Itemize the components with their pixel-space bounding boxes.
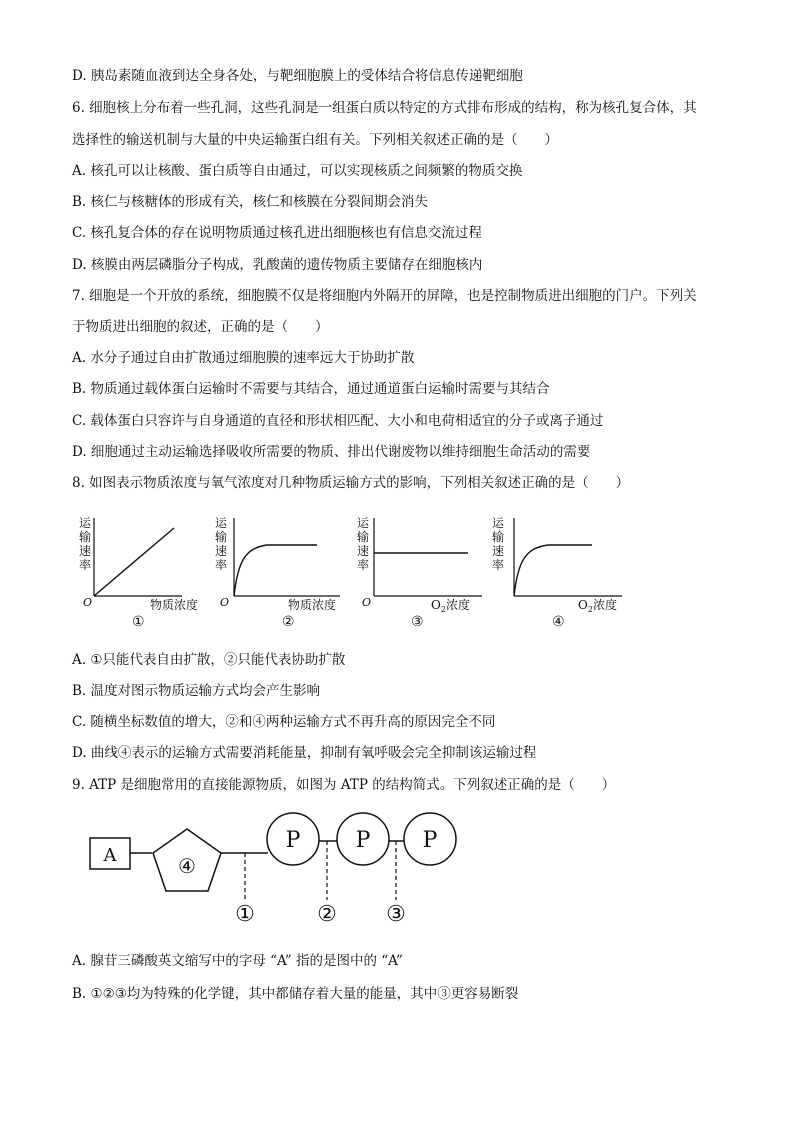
question-7-option-a: A. 水分子通过自由扩散通过细胞膜的速率远大于协助扩散 (72, 350, 415, 366)
graph-3 (357, 516, 482, 630)
graph-3-ylabel-char: 输 (357, 530, 370, 544)
graph-2-xlabel: 物质浓度 (288, 598, 337, 612)
question-6-option-d: D. 核膜由两层磷脂分子构成，乳酸菌的遗传物质主要储存在细胞核内 (72, 257, 483, 273)
question-7-option-c: C. 载体蛋白只容许与自身通道的直径和形状相匹配、大小和电荷相适宜的分子或离子通过 (72, 413, 604, 429)
graph-3-xlabel-pre: O (431, 598, 441, 612)
graph-4-number: ④ (552, 614, 565, 630)
question-7-stem-2: 于物质进出细胞的叙述，正确的是（ ） (72, 319, 329, 335)
graph-3-xlabel-sub: 2 (440, 605, 446, 614)
graph-3-xlabel-main: 浓度 (445, 598, 470, 612)
graph-1-ylabel-char: 率 (79, 558, 92, 572)
graph-2-ylabel-char: 速 (215, 544, 228, 558)
graph-1-origin: O (83, 596, 93, 609)
graph-3-number: ③ (411, 614, 424, 630)
graph-4-ylabel-char: 率 (492, 558, 505, 572)
graph-2-ylabel-char: 输 (215, 530, 228, 544)
question-8-option-c: C. 随横坐标数值的增大，②和④两种运输方式不再升高的原因完全不同 (72, 714, 496, 730)
phosphate-1-label: P (285, 828, 301, 853)
marker-3-label: ③ (386, 902, 406, 927)
transport-graphs-figure (70, 510, 630, 640)
graph-3-ylabel-char: 速 (357, 544, 370, 558)
question-6-option-c: C. 核孔复合体的存在说明物质通过核孔进出细胞核也有信息交流过程 (72, 225, 482, 241)
graph-1-curve (94, 528, 174, 596)
graph-1 (79, 516, 198, 630)
question-7-option-b: B. 物质通过载体蛋白运输时不需要与其结合，通过通道蛋白运输时需要与其结合 (72, 381, 550, 397)
graph-3-xlabel (431, 597, 470, 614)
graph-2-ylabel-char: 运 (215, 516, 228, 530)
atp-structure-svg (80, 805, 480, 935)
graph-1-number: ① (132, 614, 145, 630)
marker-2-label: ② (317, 902, 337, 927)
phosphate-2-label: P (355, 828, 371, 853)
ribose-label: ④ (178, 854, 196, 878)
graph-4-xlabel-sub: 2 (587, 605, 593, 614)
transport-graphs-svg (70, 510, 630, 640)
graph-1-xlabel: 物质浓度 (150, 598, 199, 612)
question-7-option-d: D. 细胞通过主动运输选择吸收所需要的物质、排出代谢废物以维持细胞生命活动的需要 (72, 444, 591, 460)
question-6-option-a: A. 核孔可以让核酸、蛋白质等自由通过，可以实现核质之间频繁的物质交换 (72, 163, 523, 179)
graph-4-ylabel-char: 运 (492, 516, 505, 530)
graph-3-origin: O (362, 596, 372, 609)
graph-1-ylabel-char: 输 (79, 530, 92, 544)
question-8-option-b: B. 温度对图示物质运输方式均会产生影响 (72, 683, 321, 699)
graph-2-origin: O (220, 596, 230, 609)
question-8-option-a: A. ①只能代表自由扩散，②只能代表协助扩散 (72, 652, 346, 668)
line-q5-d: D. 胰岛素随血液到达全身各处，与靶细胞膜上的受体结合将信息传递靶细胞 (72, 68, 523, 84)
graph-3-ylabel-char: 率 (357, 558, 370, 572)
graph-2-number: ② (282, 614, 295, 630)
question-7-stem-1: 7. 细胞是一个开放的系统，细胞膜不仅是将细胞内外隔开的屏障，也是控制物质进出细胞的门户。下列关 (72, 288, 697, 304)
graph-4-xlabel (578, 597, 617, 614)
question-8-stem: 8. 如图表示物质浓度与氧气浓度对几种物质运输方式的影响，下列相关叙述正确的是（ ） (72, 475, 630, 491)
phosphate-3-label: P (422, 828, 438, 853)
graph-4-curve (514, 545, 592, 596)
question-6-option-b: B. 核仁与核糖体的形成有关，核仁和核膜在分裂间期会消失 (72, 194, 429, 210)
graph-4 (492, 516, 622, 630)
atp-structure-figure (80, 805, 480, 935)
graph-1-ylabel-char: 运 (79, 516, 92, 530)
question-8-option-d: D. 曲线④表示的运输方式需要消耗能量，抑制有氧呼吸会完全抑制该运输过程 (72, 745, 537, 761)
question-6-stem-1: 6. 细胞核上分布着一些孔洞，这些孔洞是一组蛋白质以特定的方式排布形成的结构，称为核孔复合体，其 (72, 100, 697, 116)
graph-4-xlabel-pre: O (578, 598, 588, 612)
graph-3-ylabel-char: 运 (357, 516, 370, 530)
graph-2-ylabel-char: 率 (215, 558, 228, 572)
graph-2-curve (234, 545, 317, 596)
question-9-option-b: B. ①②③均为特殊的化学键，其中都储存着大量的能量，其中③更容易断裂 (72, 986, 519, 1002)
graph-1-ylabel-char: 速 (79, 544, 92, 558)
marker-1-label: ① (235, 902, 255, 927)
question-6-stem-2: 选择性的输送机制与大量的中央运输蛋白组有关。下列相关叙述正确的是（ ） (72, 132, 558, 148)
graph-2 (215, 516, 340, 630)
graph-4-xlabel-main: 浓度 (592, 598, 617, 612)
adenine-label: A (103, 845, 117, 866)
question-9-stem: 9. ATP 是细胞常用的直接能源物质，如图为 ATP 的结构简式。下列叙述正确的是（ ） (72, 777, 616, 793)
graph-4-ylabel-char: 输 (492, 530, 505, 544)
question-9-option-a: A. 腺苷三磷酸英文缩写中的字母 “A” 指的是图中的 “A” (72, 953, 403, 969)
graph-4-ylabel-char: 速 (492, 544, 505, 558)
